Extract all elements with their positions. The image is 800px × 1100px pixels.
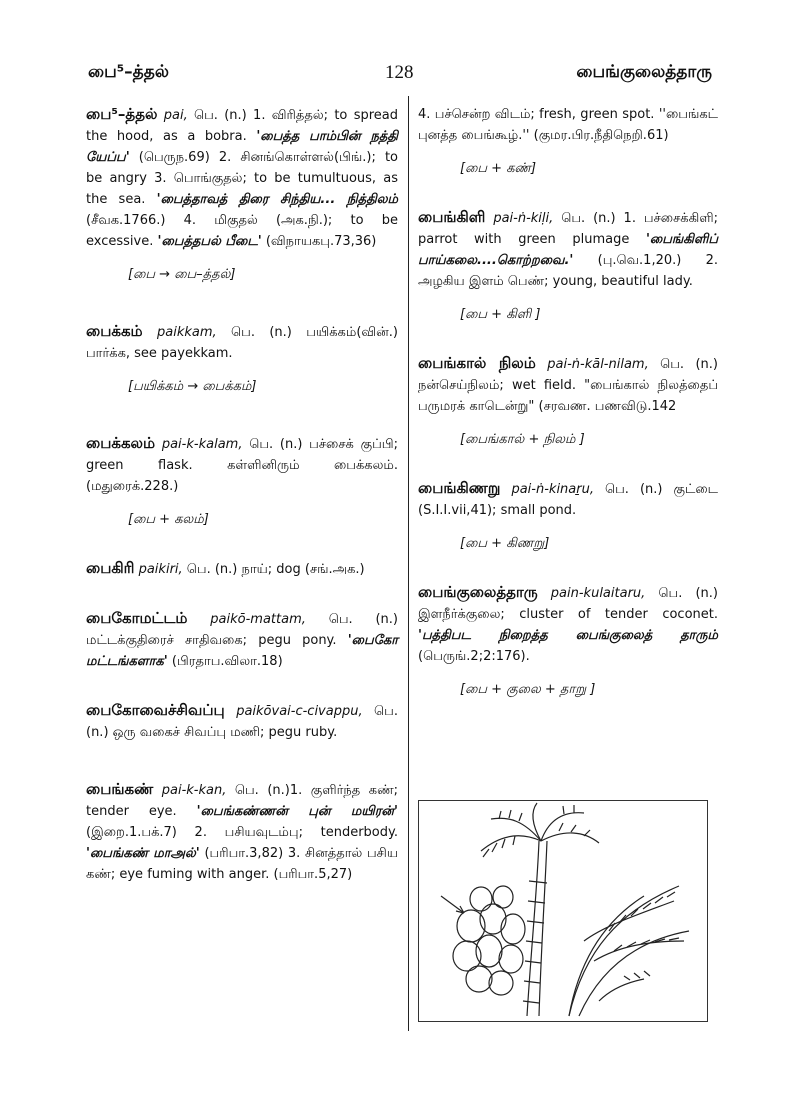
definition: பெ. (n.)1. குளிர்ந்த கண்; tender eye. (86, 783, 399, 819)
definition: பெ. (n.) 1. பச்சைக்கிளி; parrot with green plumage (418, 211, 718, 247)
derivation: [பை + கிணறு] (460, 536, 550, 551)
definition: (பெருந.69) 2. சினங்கொள்ளல்(பிங்.); to be angry 3. பொங்குதல்; to be tumultuous, as the sea. (86, 150, 398, 207)
definition: (பரிபா.3,82) 3. சினத்தால் பசிய கண்; eye fuming with anger. (பரிபா.5,27) (86, 846, 398, 882)
entry-paikomattam (86, 608, 398, 672)
quotation: 'பைகோ மட்டங்களாக' (86, 633, 398, 669)
definition: (விநாயகபு.73,36) (261, 234, 377, 249)
entry-continuation (418, 104, 718, 146)
derivation: [பை + குலை + தாறு ] (460, 682, 596, 697)
transliteration: pai-ṅ-kiḷi, (493, 211, 554, 226)
headword: பைகோமட்டம் (86, 609, 188, 627)
headword: பைக்கம் (86, 322, 143, 340)
derivation: [பை + கண்] (460, 161, 537, 176)
derivation: [பை + கிளி ] (460, 307, 541, 322)
quotation: 'பைத்த பாம்பின் நத்தி யேப்ப' (86, 129, 398, 165)
transliteration: paikōvai-c-civappu, (236, 704, 363, 719)
entry-pai-k-kalam (86, 433, 398, 497)
transliteration: pai-ṅ-kāl-nilam, (547, 357, 649, 372)
quotation: 'பைத்தபல் பீடை' (157, 234, 262, 249)
running-head-left: பை⁵–த்தல் (88, 62, 169, 82)
headword: பைகோவைச்சிவப்பு (86, 701, 225, 719)
left-column (86, 104, 398, 885)
definition: (இறை.1.பக்.7) 2. பசியவுடம்பு; tenderbody. (86, 825, 398, 840)
grain-stalks (569, 886, 689, 1016)
definition: 4. பச்சென்ற விடம்; fresh, green spot. ''பைங்கட் புனத்த பைங்கூழ்.'' (குமர.பிர.நீதிநெறி.61) (418, 107, 718, 143)
pointer-arrow (441, 896, 464, 913)
entry-paikiri (86, 558, 398, 580)
column-divider (408, 96, 409, 1031)
headword: பைக்கலம் (86, 434, 156, 452)
definition: பெ. (n.) மட்டக்குதிரைச் சாதிவகை; pegu pony. (86, 612, 398, 648)
definition: பெ. (n.) பயிக்கம்(வின்.) பார்க்க, see payekkam. (86, 325, 398, 361)
quotation: 'பத்திபட நிறைத்த பைங்குலைத் தாரும் (418, 628, 718, 643)
headword: பை⁵–த்தல் (86, 105, 158, 123)
headword: பைகிரி (86, 559, 135, 577)
entry-pai-thal (86, 104, 398, 252)
transliteration: paikō-mattam, (210, 612, 306, 627)
definition: பெ. (n.) நன்செய்நிலம்; wet field. "பைங்கால் நிலத்தைப் பருமரக் காடென்று" (சரவண. பணவிடு.142 (418, 357, 718, 414)
definition: (பு.வெ.1,20.) 2. அழகிய இளம் பெண்; young, beautiful lady. (418, 253, 718, 289)
palm-frond (481, 836, 541, 851)
quotation: 'பைங்கண் மாஅல்' (86, 846, 200, 861)
definition: (பெருங்.2;2:176). (418, 649, 530, 664)
transliteration: pai-k-kan, (161, 783, 227, 798)
running-head-right: பைங்குலைத்தாரு (576, 62, 712, 82)
definition: பெ. (n.) 1. விரித்தல்; to spread the hood, as a bobra. (86, 108, 398, 144)
quotation: 'பைங்கிளிப் பாய்கலை....கொற்றவை.' (418, 232, 718, 268)
coconut-cluster (453, 886, 525, 995)
headword: பைங்கால் நிலம் (418, 354, 536, 372)
coconut-cluster-illustration (418, 800, 708, 1022)
derivation: [பை → பை–த்தல்] (128, 267, 236, 282)
definition: பெ. (n.) இளநீர்க்குலை; cluster of tender coconet. (418, 586, 718, 622)
transliteration: paikkam, (157, 325, 217, 340)
definition: பெ. (n.) பச்சைக் குப்பி; green flask. கள்ளினிரும் பைக்கலம். (மதுரைக்.228.) (86, 437, 398, 494)
derivation: [பைங்கால் + நிலம் ] (460, 432, 585, 447)
transliteration: pai-ṅ-kinaṟu, (511, 482, 594, 497)
transliteration: pai, (163, 108, 188, 123)
palm-trunk (527, 841, 539, 1016)
definition: பெ. (n.) குட்டை (S.I.I.vii,41); small pond. (418, 482, 718, 518)
quotation: 'பைங்கண்ணன் புன் மயிரன்' (196, 804, 398, 819)
derivation: [பயிக்கம் → பைக்கம்] (128, 379, 257, 394)
headword: பைங்கிணறு (418, 479, 501, 497)
page-number: 128 (385, 62, 414, 83)
entry-pai-n-kal-nilam (418, 353, 718, 417)
derivation: [பை + கலம்] (128, 512, 209, 527)
headword: பைங்கண் (86, 780, 154, 798)
headword: பைங்குலைத்தாரு (418, 583, 538, 601)
entry-pai-k-kan (86, 779, 398, 885)
entry-pain-kulaitaru (418, 582, 718, 667)
headword: பைங்கிளி (418, 208, 486, 226)
entry-pai-n-kili (418, 207, 718, 292)
definition: (சீவக.1766.) 4. மிகுதல் (அக.நி.); to be excessive. (86, 213, 398, 249)
transliteration: paikiri, (138, 562, 183, 577)
definition: பெ. (n.) ஒரு வகைச் சிவப்பு மணி; pegu ruby. (86, 704, 398, 740)
definition: (பிரதாப.விலா.18) (167, 654, 283, 669)
transliteration: pai-k-kalam, (161, 437, 243, 452)
entry-paikovai-c-civappu (86, 700, 398, 743)
transliteration: pain-kulaitaru, (550, 586, 646, 601)
entry-paikkam (86, 321, 398, 364)
quotation: 'பைத்தாவத் திரை சிந்திய... நித்திலம் (156, 192, 398, 207)
entry-pai-n-kinaru (418, 478, 718, 521)
right-column (418, 104, 718, 700)
definition: பெ. (n.) நாய்; dog (சங்.அக.) (182, 562, 365, 577)
